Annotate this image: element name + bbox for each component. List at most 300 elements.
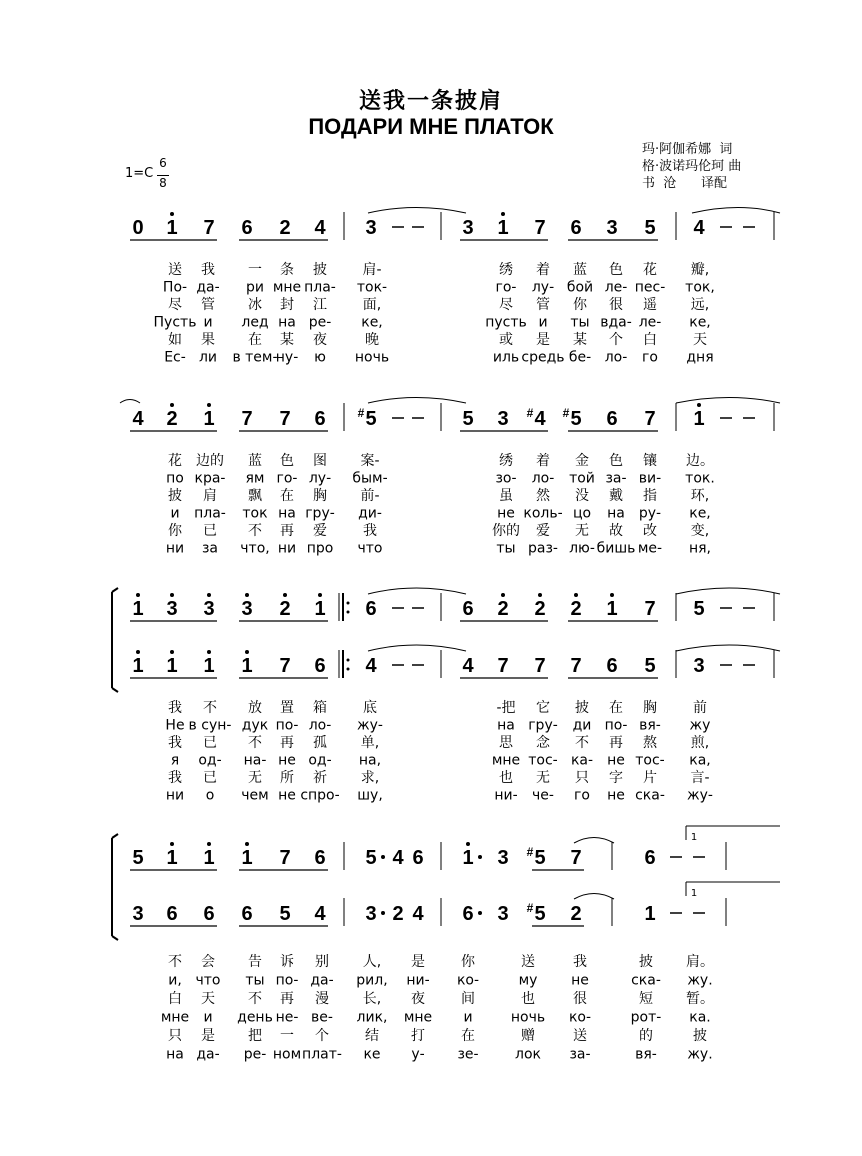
lyric-syllable: 也 xyxy=(521,991,535,1007)
lyric-syllable: ни xyxy=(165,787,185,804)
note: 5 xyxy=(534,847,546,869)
lyric-syllable: пла- xyxy=(194,505,226,522)
lyric-syllable: и xyxy=(203,314,213,331)
lyric-syllable: 你 xyxy=(461,954,475,970)
lyric-syllable: 一 xyxy=(280,1028,294,1044)
lyric-syllable: что xyxy=(357,540,383,557)
lyric-syllable: я xyxy=(170,752,180,769)
lyric-syllable: тос- xyxy=(528,752,558,769)
lyric-syllable: 无 xyxy=(575,523,589,539)
lyric-syllable: по- xyxy=(604,717,628,734)
note: 5 xyxy=(693,598,705,620)
note: 5 xyxy=(365,408,377,430)
note: 5 xyxy=(644,217,656,239)
lyric-syllable: ска- xyxy=(631,972,661,989)
lyric-syllable: 长, xyxy=(362,991,382,1007)
lyric-syllable: 无 xyxy=(536,770,550,786)
volta-label: 1 xyxy=(690,888,698,899)
lyric-syllable: рот- xyxy=(630,1009,662,1026)
lyric-syllable: од- xyxy=(308,752,332,769)
note: 0 xyxy=(132,217,144,239)
lyric-syllable: 熬 xyxy=(643,735,657,751)
note: 7 xyxy=(570,847,582,869)
lyric-syllable: 很 xyxy=(573,991,587,1007)
lyric-syllable: не xyxy=(607,752,625,769)
note: 1 xyxy=(693,408,705,430)
octave-dot xyxy=(610,593,614,597)
note: 7 xyxy=(644,408,656,430)
lyric-syllable: 管 xyxy=(201,297,215,313)
note: 1 xyxy=(166,847,178,869)
lyric-syllable: ты xyxy=(570,314,590,331)
lyric-syllable: 是 xyxy=(536,332,550,348)
lyric-syllable: ня, xyxy=(688,540,712,557)
lyric-syllable: что, xyxy=(240,540,270,557)
lyric-syllable: 披 xyxy=(168,488,182,504)
octave-dot xyxy=(136,650,140,654)
lyric-syllable: 披 xyxy=(639,954,653,970)
lyric-syllable: 飘 xyxy=(248,488,262,504)
lyric-syllable: зе- xyxy=(457,1046,479,1063)
lyric-syllable: 送 xyxy=(573,1028,587,1044)
sharp-sign: # xyxy=(526,845,534,859)
lyric-syllable: на, xyxy=(358,752,382,769)
note: 4 xyxy=(314,217,326,239)
lyric-syllable: го- xyxy=(495,279,517,296)
lyric-syllable: 前- xyxy=(360,488,380,504)
note: 3 xyxy=(365,217,377,239)
lyric-syllable: 爱 xyxy=(313,523,327,539)
tie-arc xyxy=(120,400,140,404)
lyric-syllable: ди xyxy=(572,717,592,734)
lyric-syllable: дук xyxy=(241,717,269,734)
lyric-syllable: 片 xyxy=(643,770,657,786)
lyric-syllable: да- xyxy=(196,279,220,296)
lyric-syllable: 边。 xyxy=(686,453,714,469)
lyric-syllable: 胸 xyxy=(313,488,327,504)
lyric-syllable: 也 xyxy=(499,770,513,786)
lyric-syllable: ли xyxy=(198,349,218,366)
lyric-syllable: 箱 xyxy=(313,700,327,716)
lyric-syllable: мне xyxy=(491,752,521,769)
lyric-syllable: за xyxy=(201,540,219,557)
lyric-syllable: 不 xyxy=(168,954,182,970)
lyric-syllable: ке xyxy=(363,1046,381,1063)
lyric-syllable: 花 xyxy=(643,262,657,278)
lyric-syllable: на xyxy=(278,505,296,522)
lyric-syllable: пес- xyxy=(634,279,666,296)
lyric-syllable: цо xyxy=(572,505,592,522)
note: 6 xyxy=(314,408,326,430)
lyric-syllable: рил, xyxy=(356,972,388,989)
sharp-sign: # xyxy=(526,901,534,915)
lyric-syllable: 如 xyxy=(168,332,182,348)
note: 4 xyxy=(412,903,424,925)
lyric-syllable: 色 xyxy=(280,453,294,469)
lyric-syllable: чем xyxy=(241,787,269,804)
lyric-syllable: в сун- xyxy=(188,717,232,734)
octave-dot xyxy=(170,593,174,597)
lyric-syllable: ке, xyxy=(689,505,711,522)
lyric-syllable: той xyxy=(569,470,595,487)
lyric-syllable: на- xyxy=(243,752,267,769)
note: 3 xyxy=(462,217,474,239)
note: 1 xyxy=(241,847,253,869)
lyric-syllable: че- xyxy=(532,787,554,804)
lyric-syllable: лед xyxy=(241,314,269,331)
lyric-syllable: 是 xyxy=(411,954,425,970)
note: 3 xyxy=(241,598,253,620)
lyric-syllable: 着 xyxy=(536,262,550,278)
lyric-syllable: го xyxy=(574,787,590,804)
note: 7 xyxy=(644,598,656,620)
lyric-syllable: 送 xyxy=(168,262,182,278)
note: 7 xyxy=(497,655,509,677)
lyric-syllable: лу- xyxy=(308,470,332,487)
lyric-syllable: ве- xyxy=(311,1009,333,1026)
lyric-syllable: 条 xyxy=(280,262,294,278)
lyric-syllable: 尽 xyxy=(168,297,182,313)
note: 4 xyxy=(462,655,474,677)
octave-dot xyxy=(170,212,174,216)
note: 6 xyxy=(462,903,474,925)
octave-dot xyxy=(170,650,174,654)
lyric-syllable: ло- xyxy=(604,349,628,366)
lyric-syllable: Ес- xyxy=(164,349,186,366)
lyric-syllable: и xyxy=(170,505,180,522)
note: 2 xyxy=(392,903,404,925)
lyric-syllable: бой xyxy=(566,279,594,296)
lyric-syllable: 在 xyxy=(248,332,262,348)
tie-arc xyxy=(676,588,780,594)
note: 5 xyxy=(462,408,474,430)
note: 1 xyxy=(132,598,144,620)
lyric-syllable: 把 xyxy=(248,1028,262,1044)
lyric-syllable: ко- xyxy=(568,1009,592,1026)
lyric-syllable: 会 xyxy=(201,954,215,970)
octave-dot xyxy=(697,403,701,407)
lyric-syllable: 我 xyxy=(201,262,215,278)
lyric-syllable: и xyxy=(538,314,548,331)
credit-lyricist: 玛·阿伽希娜 词 xyxy=(642,142,733,157)
lyric-syllable: плат- xyxy=(302,1046,342,1063)
lyric-syllable: и xyxy=(463,1009,473,1026)
lyric-syllable: 肩。 xyxy=(686,954,714,970)
time-signature-numerator: 6 xyxy=(159,156,167,170)
augmentation-dot xyxy=(478,911,482,915)
note: 6 xyxy=(314,847,326,869)
lyric-syllable: ри xyxy=(246,279,264,296)
lyric-syllable: 镶 xyxy=(643,453,657,469)
note: 6 xyxy=(314,655,326,677)
note: 3 xyxy=(497,408,509,430)
lyric-syllable: 字 xyxy=(609,770,623,786)
lyric-syllable: по- xyxy=(275,972,299,989)
lyric-syllable: ви- xyxy=(638,470,662,487)
lyric-syllable: да- xyxy=(310,972,334,989)
note: 1 xyxy=(497,217,509,239)
lyric-syllable: 指 xyxy=(643,488,657,504)
lyric-syllable: ни xyxy=(165,540,185,557)
note: 2 xyxy=(279,217,291,239)
sharp-sign: # xyxy=(562,406,570,420)
lyric-syllable: у- xyxy=(411,1046,425,1063)
lyric-syllable: ре- xyxy=(243,1046,267,1063)
lyric-syllable: 绣 xyxy=(499,262,513,278)
note: 2 xyxy=(166,408,178,430)
lyric-syllable: шу, xyxy=(357,787,383,804)
system-bracket xyxy=(112,834,118,838)
octave-dot xyxy=(207,403,211,407)
augmentation-dot xyxy=(478,855,482,859)
lyric-syllable: о xyxy=(205,787,215,804)
note: 4 xyxy=(365,655,377,677)
lyric-syllable: 我 xyxy=(168,770,182,786)
lyric-syllable: по- xyxy=(275,717,299,734)
lyric-syllable: 所 xyxy=(280,770,294,786)
lyric-syllable: 再 xyxy=(280,991,294,1007)
lyric-syllable: 晚 xyxy=(365,332,379,348)
lyric-syllable: 个 xyxy=(315,1028,329,1044)
lyric-syllable: 面, xyxy=(362,297,382,313)
lyric-syllable: средь xyxy=(521,349,565,366)
note: 7 xyxy=(534,655,546,677)
tie-arc xyxy=(368,398,466,404)
lyric-syllable: ток xyxy=(242,505,268,522)
time-signature-denominator: 8 xyxy=(159,176,167,190)
lyric-syllable: 环, xyxy=(690,488,710,504)
octave-dot xyxy=(207,593,211,597)
octave-dot xyxy=(466,842,470,846)
tie-arc xyxy=(368,588,466,594)
lyric-syllable: 江 xyxy=(313,297,327,313)
title-chinese: 送我一条披肩 xyxy=(358,88,503,114)
lyric-syllable: жу. xyxy=(687,972,713,989)
lyric-syllable: на xyxy=(497,717,515,734)
lyric-syllable: ты xyxy=(245,972,265,989)
lyric-syllable: 花 xyxy=(168,453,182,469)
lyric-syllable: 再 xyxy=(280,523,294,539)
octave-dot xyxy=(283,593,287,597)
lyric-syllable: вда- xyxy=(600,314,632,331)
lyric-syllable: 披 xyxy=(693,1028,707,1044)
lyric-syllable: 的 xyxy=(639,1028,653,1044)
system-bracket xyxy=(112,688,118,692)
lyric-syllable: тос- xyxy=(635,752,665,769)
note: 4 xyxy=(314,903,326,925)
lyric-syllable: ни- xyxy=(494,787,518,804)
lyric-syllable: 不 xyxy=(203,700,217,716)
system-bracket xyxy=(112,936,118,940)
lyric-syllable: 边的 xyxy=(196,453,224,469)
lyric-syllable: бишь xyxy=(596,540,636,557)
lyric-syllable: ру- xyxy=(638,505,662,522)
octave-dot xyxy=(245,842,249,846)
note: 1 xyxy=(462,847,474,869)
octave-dot xyxy=(538,593,542,597)
note: 7 xyxy=(534,217,546,239)
lyric-syllable: 已 xyxy=(203,770,217,786)
note: 3 xyxy=(365,903,377,925)
lyric-syllable: 白 xyxy=(643,332,657,348)
lyric-syllable: 色 xyxy=(609,453,623,469)
lyric-syllable: не- xyxy=(275,1009,299,1026)
lyric-syllable: да- xyxy=(196,1046,220,1063)
lyric-syllable: ме- xyxy=(637,540,663,557)
lyric-syllable: ни- xyxy=(406,972,430,989)
lyric-syllable: за- xyxy=(605,470,627,487)
lyric-syllable: Пусть xyxy=(153,314,197,331)
repeat-dot xyxy=(347,611,350,614)
note: 5 xyxy=(534,903,546,925)
lyric-syllable: дня xyxy=(686,349,714,366)
lyric-syllable: 求, xyxy=(360,770,380,786)
tie-arc xyxy=(574,894,614,900)
lyric-syllable: и xyxy=(203,1009,213,1026)
lyric-syllable: 置 xyxy=(280,700,294,716)
lyric-syllable: пла- xyxy=(304,279,336,296)
note: 5 xyxy=(132,847,144,869)
lyric-syllable: 诉 xyxy=(280,954,294,970)
lyric-syllable: 别 xyxy=(315,954,329,970)
augmentation-dot xyxy=(381,855,385,859)
note: 7 xyxy=(241,408,253,430)
note: 6 xyxy=(606,408,618,430)
lyric-syllable: 瓣, xyxy=(690,262,710,278)
note: 2 xyxy=(279,598,291,620)
note: 7 xyxy=(279,655,291,677)
lyric-syllable: кра- xyxy=(194,470,226,487)
note: 3 xyxy=(497,903,509,925)
lyric-syllable: 言- xyxy=(690,770,710,786)
lyric-syllable: бым- xyxy=(352,470,388,487)
note: 3 xyxy=(203,598,215,620)
lyric-syllable: 某 xyxy=(573,332,587,348)
tie-arc xyxy=(676,645,780,651)
note: 6 xyxy=(606,655,618,677)
lyric-syllable: жу. xyxy=(687,1046,713,1063)
volta-label: 1 xyxy=(690,832,698,843)
lyric-syllable: 果 xyxy=(201,332,215,348)
lyric-syllable: 间 xyxy=(461,991,475,1007)
lyric-syllable: 封 xyxy=(280,297,294,313)
lyric-syllable: 再 xyxy=(280,735,294,751)
lyric-syllable: жу- xyxy=(357,717,383,734)
lyric-syllable: жу xyxy=(689,717,711,734)
lyric-syllable: лок xyxy=(515,1046,541,1063)
lyric-syllable: 白 xyxy=(168,991,182,1007)
octave-dot xyxy=(207,842,211,846)
lyric-syllable: 着 xyxy=(536,453,550,469)
octave-dot xyxy=(170,842,174,846)
note: 2 xyxy=(570,598,582,620)
lyric-syllable: 念 xyxy=(536,735,550,751)
lyric-syllable: мне xyxy=(272,279,302,296)
note: 5 xyxy=(365,847,377,869)
note: 2 xyxy=(497,598,509,620)
note: 7 xyxy=(279,847,291,869)
octave-dot xyxy=(136,593,140,597)
lyric-syllable: 尽 xyxy=(499,297,513,313)
note: 5 xyxy=(570,408,582,430)
note: 5 xyxy=(644,655,656,677)
lyric-syllable: ни xyxy=(277,540,297,557)
lyric-syllable: ты xyxy=(496,540,516,557)
lyric-syllable: 遥 xyxy=(643,297,657,313)
lyric-syllable: на xyxy=(607,505,625,522)
lyric-syllable: 已 xyxy=(203,523,217,539)
lyric-syllable: По- xyxy=(162,279,188,296)
lyric-syllable: 单, xyxy=(360,735,380,751)
lyric-syllable: не xyxy=(278,787,296,804)
note: 1 xyxy=(203,655,215,677)
lyric-syllable: ле- xyxy=(638,314,662,331)
lyric-syllable: не xyxy=(571,972,589,989)
lyric-syllable: 夜 xyxy=(411,991,425,1007)
lyric-syllable: 改 xyxy=(643,523,657,539)
tie-arc xyxy=(692,208,780,214)
lyric-syllable: 在 xyxy=(461,1028,475,1044)
note: 1 xyxy=(314,598,326,620)
octave-dot xyxy=(245,593,249,597)
lyric-syllable: 你 xyxy=(573,297,587,313)
lyric-syllable: 图 xyxy=(313,453,327,469)
lyric-syllable: жу- xyxy=(687,787,713,804)
note: 2 xyxy=(534,598,546,620)
lyric-syllable: 结 xyxy=(365,1028,379,1044)
note: 7 xyxy=(203,217,215,239)
lyric-syllable: 不 xyxy=(248,523,262,539)
lyric-syllable: 底 xyxy=(363,700,377,716)
lyric-syllable: 肩 xyxy=(203,488,217,504)
note: 1 xyxy=(132,655,144,677)
lyric-syllable: не xyxy=(607,787,625,804)
lyric-syllable: 胸 xyxy=(643,700,657,716)
note: 4 xyxy=(693,217,705,239)
tie-arc xyxy=(574,838,614,844)
lyric-syllable: ну- xyxy=(275,349,299,366)
note: 4 xyxy=(132,408,144,430)
note: 1 xyxy=(241,655,253,677)
note: 6 xyxy=(462,598,474,620)
lyric-syllable: 故 xyxy=(609,523,623,539)
lyric-syllable: лу- xyxy=(531,279,555,296)
lyric-syllable: бе- xyxy=(568,349,592,366)
lyric-syllable: 没 xyxy=(575,488,589,504)
lyric-syllable: 我 xyxy=(168,735,182,751)
note: 2 xyxy=(570,903,582,925)
lyric-syllable: ке, xyxy=(689,314,711,331)
lyric-syllable: 不 xyxy=(248,735,262,751)
lyric-syllable: 思 xyxy=(499,735,513,751)
lyric-syllable: 告 xyxy=(248,954,262,970)
lyric-syllable: 你 xyxy=(168,523,182,539)
note: 7 xyxy=(570,655,582,677)
tie-arc xyxy=(676,398,780,404)
note: 1 xyxy=(166,217,178,239)
lyric-syllable: 我 xyxy=(363,523,377,539)
lyric-syllable: коль- xyxy=(523,505,563,522)
note: 1 xyxy=(203,408,215,430)
credit-translator: 书 沧 译配 xyxy=(642,176,728,191)
title-russian: ПОДАРИ МНЕ ПЛАТОК xyxy=(308,114,554,139)
lyric-syllable: гру- xyxy=(528,717,558,734)
lyric-syllable: и, xyxy=(168,972,182,989)
lyric-syllable: ска- xyxy=(635,787,665,804)
note: 5 xyxy=(279,903,291,925)
lyric-syllable: 天 xyxy=(693,332,707,348)
note: 6 xyxy=(412,847,424,869)
